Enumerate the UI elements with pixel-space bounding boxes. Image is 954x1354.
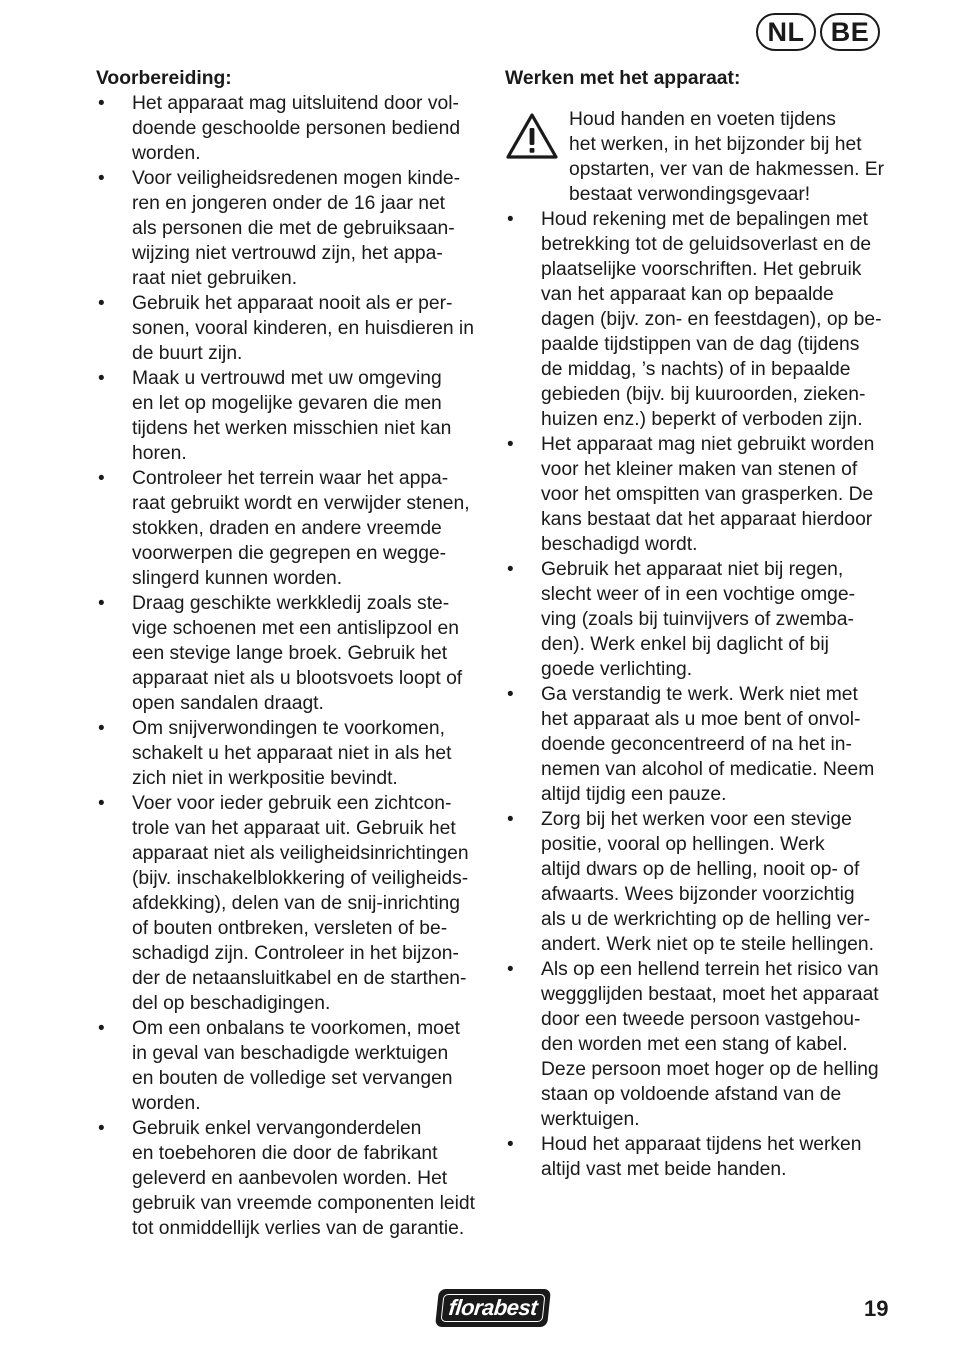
- list-item: • Het apparaat mag niet gebruikt worden voor het kleiner maken van stenen of voor het omspitten van grasperken. De kans bestaat dat het apparaat hierdoor beschadigd wordt.: [505, 432, 895, 557]
- warning-triangle-icon: [505, 111, 559, 161]
- left-column: [96, 66, 486, 1241]
- list-item: • Gebruik het apparaat niet bij regen, slecht weer of in een vochtige omge- ving (zoals bij tuinvijvers of zwemba- den). Werk enkel bij daglicht of bij goede verlichting.: [505, 557, 895, 682]
- list-item: • Om snijverwondingen te voorkomen, schakelt u het apparaat niet in als het zich niet in werkpositie bevindt.: [96, 716, 486, 791]
- page-number: 19: [864, 1296, 889, 1321]
- warning-notice: [505, 107, 895, 207]
- language-badge-be: BE: [820, 13, 880, 51]
- list-item: • Draag geschikte werkkledij zoals ste- vige schoenen met een antislipzool en een stevige lange broek. Gebruik het apparaat niet als u blootsvoets loopt of open sandalen draagt.: [96, 591, 486, 716]
- list-item: • Gebruik het apparaat nooit als er per- sonen, vooral kinderen, en huisdieren in de buurt zijn.: [96, 291, 486, 366]
- list-item: • Zorg bij het werken voor een stevige positie, vooral op hellingen. Werk altijd dwars op de helling, nooit op- of afwaarts. Wees bijzonder voorzichtig als u de werkrichting op de helling ver- andert. Werk niet op te steile hellingen.: [505, 807, 895, 957]
- list-item: • Ga verstandig te werk. Werk niet met het apparaat als u moe bent of onvol- doende geconcentreerd of na het in- nemen van alcohol of medicatie. Neem altijd tijdig een pauze.: [505, 682, 895, 807]
- language-badge-nl: NL: [756, 13, 816, 51]
- list-item: • Voor veiligheidsredenen mogen kinde- ren en jongeren onder de 16 jaar net als personen die met de gebruiksaan- wijzing niet vertrouwd zijn, het appa- raat niet gebruiken.: [96, 166, 486, 291]
- list-item: • Het apparaat mag uitsluitend door vol- doende geschoolde personen bediend worden.: [96, 91, 486, 166]
- logo-text: florabest: [447, 1295, 539, 1320]
- right-column: [505, 66, 895, 1182]
- working-list: [505, 207, 895, 1182]
- list-item: • Als op een hellend terrein het risico van weggglijden bestaat, moet het apparaat door een tweede persoon vastgehou- den worden met een stang of kabel. Deze persoon moet hoger op de helling staan op voldoende afstand van de werktuigen.: [505, 957, 895, 1132]
- section-heading-working: Werken met het apparaat:: [505, 68, 741, 89]
- list-item: • Om een onbalans te voorkomen, moet in geval van beschadigde werktuigen en bouten de volledige set vervangen worden.: [96, 1016, 486, 1116]
- list-item: • Controleer het terrein waar het appa- raat gebruikt wordt en verwijder stenen, stokken, draden en andere vreemde voorwerpen die gegrepen en wegge- slingerd kunnen worden.: [96, 466, 486, 591]
- preparation-list: [96, 91, 486, 1241]
- language-badges: [756, 13, 880, 51]
- list-item: • Maak u vertrouwd met uw omgeving en let op mogelijke gevaren die men tijdens het werken misschien niet kan horen.: [96, 366, 486, 466]
- list-item: • Voer voor ieder gebruik een zichtcon- trole van het apparaat uit. Gebruik het apparaat niet als veiligheidsinrichtingen (bijv. inschakelblokkering of veiligheids- afdekking), delen van de snij-inrichting of bouten ontbreken, versleten of be- schadigd zijn. Controleer in het bijzon- der de netaansluitkabel en de starthen- del op beschadigingen.: [96, 791, 486, 1016]
- florabest-logo: [435, 1289, 551, 1327]
- section-heading-preparation: Voorbereiding:: [96, 68, 232, 89]
- warning-text: Houd handen en voeten tijdens het werken, in het bijzonder bij het opstarten, ver van de hakmessen. Er bestaat verwondingsgevaar!: [569, 109, 885, 205]
- list-item: • Houd rekening met de bepalingen met betrekking tot de geluidsoverlast en de plaatselijke voorschriften. Het gebruik van het apparaat kan op bepaalde dagen (bijv. zon- en feestdagen), op be- paalde tijdstippen van de dag (tijdens de middag, ’s nachts) of in bepaalde gebieden (bijv. bij kuuroorden, zieken- huizen enz.) beperkt of verboden zijn.: [505, 207, 895, 432]
- list-item: • Gebruik enkel vervangonderdelen en toebehoren die door de fabrikant geleverd en aanbevolen worden. Het gebruik van vreemde componenten leidt tot onmiddellijk verlies van de garantie.: [96, 1116, 486, 1241]
- list-item: • Houd het apparaat tijdens het werken altijd vast met beide handen.: [505, 1132, 895, 1182]
